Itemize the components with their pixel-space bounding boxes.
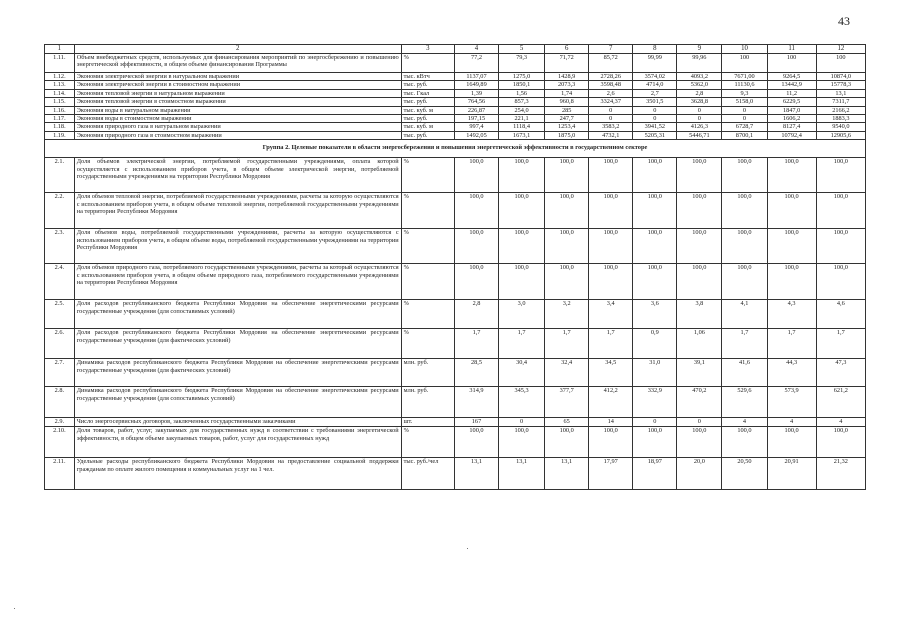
value-cell: 0 xyxy=(589,115,633,123)
value-cell: 4 xyxy=(767,418,816,427)
value-cell: 100,0 xyxy=(499,158,545,193)
value-cell: 100,0 xyxy=(633,193,677,229)
value-cell: 44,3 xyxy=(767,359,816,387)
value-cell: 39,1 xyxy=(677,359,722,387)
indicator-name-cell: Доля расходов республиканского бюджета Республики Мордовия на обеспечение энергетическими ресурсами государственные учреждения (для фактических условий) xyxy=(74,329,401,359)
value-cell: 6728,7 xyxy=(722,123,767,131)
value-cell: 100,0 xyxy=(454,158,498,193)
value-cell: 5446,71 xyxy=(677,131,722,139)
table-row xyxy=(45,300,866,329)
value-cell: 573,9 xyxy=(767,387,816,418)
value-cell: 100,0 xyxy=(677,158,722,193)
column-number-row xyxy=(45,45,866,54)
value-cell: 71,72 xyxy=(545,54,589,73)
value-cell: 314,9 xyxy=(454,387,498,418)
value-cell: 11130,6 xyxy=(722,81,767,89)
indicators-table xyxy=(44,44,866,490)
unit-cell: % xyxy=(401,300,454,329)
value-cell: 18,97 xyxy=(633,458,677,490)
value-cell: 7671,00 xyxy=(722,73,767,81)
indicator-name-cell: Экономия электрической энергии в стоимостном выражении xyxy=(74,81,401,89)
table-row xyxy=(45,98,866,106)
value-cell: 100,0 xyxy=(633,264,677,300)
value-cell: 221,1 xyxy=(499,115,545,123)
value-cell: 9,3 xyxy=(722,89,767,97)
value-cell: 247,7 xyxy=(545,115,589,123)
table-row xyxy=(45,359,866,387)
value-cell: 100,0 xyxy=(816,158,865,193)
value-cell: 10792,4 xyxy=(767,131,816,139)
table-row xyxy=(45,264,866,300)
value-cell: 1649,89 xyxy=(454,81,498,89)
value-cell: 1606,2 xyxy=(767,115,816,123)
value-cell: 332,9 xyxy=(633,387,677,418)
unit-cell: тыс. руб. xyxy=(401,81,454,89)
value-cell: 8700,1 xyxy=(722,131,767,139)
value-cell: 197,15 xyxy=(454,115,498,123)
value-cell: 4093,2 xyxy=(677,73,722,81)
value-cell: 100,0 xyxy=(722,264,767,300)
indicator-name-cell: Экономия природного газа в стоимостном выражении xyxy=(74,131,401,139)
value-cell: 4732,1 xyxy=(589,131,633,139)
value-cell: 20,50 xyxy=(722,458,767,490)
value-cell: 100,0 xyxy=(677,264,722,300)
group-heading-row xyxy=(45,140,866,158)
value-cell: 100,0 xyxy=(545,158,589,193)
value-cell: 100 xyxy=(816,54,865,73)
value-cell: 4,6 xyxy=(816,300,865,329)
value-cell: 1492,05 xyxy=(454,131,498,139)
value-cell: 3,0 xyxy=(499,300,545,329)
column-number-cell: 10 xyxy=(722,45,767,54)
row-number-cell: 2.10. xyxy=(45,427,75,458)
value-cell: 470,2 xyxy=(677,387,722,418)
value-cell: 99,96 xyxy=(677,54,722,73)
unit-cell: % xyxy=(401,193,454,229)
value-cell: 5205,31 xyxy=(633,131,677,139)
table-row xyxy=(45,418,866,427)
value-cell: 3,2 xyxy=(545,300,589,329)
table-row xyxy=(45,387,866,418)
unit-cell: % xyxy=(401,329,454,359)
value-cell: 1,7 xyxy=(589,329,633,359)
row-number-cell: 1.18. xyxy=(45,123,75,131)
table-row xyxy=(45,115,866,123)
value-cell: 100 xyxy=(767,54,816,73)
value-cell: 100,0 xyxy=(722,158,767,193)
unit-cell: % xyxy=(401,54,454,73)
value-cell: 226,87 xyxy=(454,106,498,114)
unit-cell: тыс. руб. xyxy=(401,115,454,123)
indicator-name-cell: Экономия воды в стоимостном выражении xyxy=(74,115,401,123)
value-cell: 2,6 xyxy=(589,89,633,97)
value-cell: 0 xyxy=(633,106,677,114)
value-cell: 20,91 xyxy=(767,458,816,490)
value-cell: 100,0 xyxy=(722,193,767,229)
value-cell: 1847,0 xyxy=(767,106,816,114)
indicator-name-cell: Доля объемов тепловой энергии, потребляемой государственными учреждениями, расчеты за которую осуществляются с использованием приборов учета, в общем объеме тепловой энергии, потребляемой государственными учреждениями на территории Республики Мордовия xyxy=(74,193,401,229)
column-number-cell: 3 xyxy=(401,45,454,54)
value-cell: 5158,0 xyxy=(722,98,767,106)
value-cell: 3598,48 xyxy=(589,81,633,89)
value-cell: 100,0 xyxy=(767,264,816,300)
value-cell: 857,3 xyxy=(499,98,545,106)
column-number-cell: 11 xyxy=(767,45,816,54)
unit-cell: шт. xyxy=(401,418,454,427)
value-cell: 1,7 xyxy=(454,329,498,359)
value-cell: 79,3 xyxy=(499,54,545,73)
value-cell: 1883,3 xyxy=(816,115,865,123)
value-cell: 2166,2 xyxy=(816,106,865,114)
table-row xyxy=(45,229,866,264)
value-cell: 21,32 xyxy=(816,458,865,490)
unit-cell: % xyxy=(401,229,454,264)
value-cell: 1,7 xyxy=(816,329,865,359)
value-cell: 1,56 xyxy=(499,89,545,97)
value-cell: 100,0 xyxy=(677,193,722,229)
value-cell: 0 xyxy=(499,418,545,427)
value-cell: 9540,0 xyxy=(816,123,865,131)
value-cell: 100,0 xyxy=(589,229,633,264)
row-number-cell: 2.6. xyxy=(45,329,75,359)
table-row xyxy=(45,73,866,81)
value-cell: 13,1 xyxy=(454,458,498,490)
value-cell: 1428,9 xyxy=(545,73,589,81)
value-cell: 3,4 xyxy=(589,300,633,329)
value-cell: 13,1 xyxy=(499,458,545,490)
unit-cell: тыс. руб. xyxy=(401,98,454,106)
value-cell: 2,8 xyxy=(454,300,498,329)
value-cell: 1253,4 xyxy=(545,123,589,131)
value-cell: 3501,5 xyxy=(633,98,677,106)
value-cell: 254,0 xyxy=(499,106,545,114)
value-cell: 1,06 xyxy=(677,329,722,359)
unit-cell: тыс. руб./чел xyxy=(401,458,454,490)
value-cell: 100,0 xyxy=(545,229,589,264)
value-cell: 4 xyxy=(722,418,767,427)
value-cell: 100,0 xyxy=(589,193,633,229)
value-cell: 100,0 xyxy=(633,158,677,193)
value-cell: 0 xyxy=(633,115,677,123)
value-cell: 47,3 xyxy=(816,359,865,387)
value-cell: 41,6 xyxy=(722,359,767,387)
unit-cell: млн. руб. xyxy=(401,359,454,387)
value-cell: 2073,3 xyxy=(545,81,589,89)
value-cell: 1,74 xyxy=(545,89,589,97)
row-number-cell: 2.3. xyxy=(45,229,75,264)
value-cell: 99,99 xyxy=(633,54,677,73)
value-cell: 100,0 xyxy=(589,427,633,458)
value-cell: 13,1 xyxy=(545,458,589,490)
value-cell: 6229,5 xyxy=(767,98,816,106)
value-cell: 0 xyxy=(677,418,722,427)
value-cell: 621,2 xyxy=(816,387,865,418)
table-row xyxy=(45,427,866,458)
unit-cell: тыс. кВтч xyxy=(401,73,454,81)
value-cell: 100,0 xyxy=(499,193,545,229)
indicator-name-cell: Объем внебюджетных средств, используемых для финансирования мероприятий по энергосбережению и повышению энергетической эффективности, в общем объеме финансирования Программы xyxy=(74,54,401,73)
column-number-cell: 8 xyxy=(633,45,677,54)
value-cell: 997,4 xyxy=(454,123,498,131)
value-cell: 100,0 xyxy=(767,158,816,193)
row-number-cell: 2.7. xyxy=(45,359,75,387)
value-cell: 100,0 xyxy=(677,427,722,458)
value-cell: 4,1 xyxy=(722,300,767,329)
value-cell: 100,0 xyxy=(722,427,767,458)
value-cell: 0 xyxy=(589,106,633,114)
table-row xyxy=(45,131,866,139)
value-cell: 100,0 xyxy=(454,264,498,300)
value-cell: 28,5 xyxy=(454,359,498,387)
column-number-cell: 5 xyxy=(499,45,545,54)
row-number-cell: 1.12. xyxy=(45,73,75,81)
value-cell: 960,8 xyxy=(545,98,589,106)
value-cell: 13442,9 xyxy=(767,81,816,89)
value-cell: 100,0 xyxy=(767,193,816,229)
table-row xyxy=(45,193,866,229)
value-cell: 529,6 xyxy=(722,387,767,418)
value-cell: 3,8 xyxy=(677,300,722,329)
value-cell: 100,0 xyxy=(767,427,816,458)
indicator-name-cell: Экономия тепловой энергии в стоимостном выражении xyxy=(74,98,401,106)
group-heading: Группа 2. Целевые показатели в области энергосбережения и повышения энергетической эффективности в государственном секторе xyxy=(45,140,866,158)
value-cell: 1673,1 xyxy=(499,131,545,139)
value-cell: 100,0 xyxy=(454,193,498,229)
value-cell: 1,7 xyxy=(545,329,589,359)
value-cell: 100,0 xyxy=(816,264,865,300)
value-cell: 1875,0 xyxy=(545,131,589,139)
row-number-cell: 1.16. xyxy=(45,106,75,114)
indicator-name-cell: Доля объемов природного газа, потребляемого государственными учреждениями, расчеты за который осуществляются с использованием приборов учета, в общем объеме природного газа, потребляемого государственными учреждениями на территории Республики Мордовия xyxy=(74,264,401,300)
column-number-cell: 4 xyxy=(454,45,498,54)
value-cell: 3,6 xyxy=(633,300,677,329)
value-cell: 3574,02 xyxy=(633,73,677,81)
value-cell: 17,97 xyxy=(589,458,633,490)
value-cell: 3583,2 xyxy=(589,123,633,131)
value-cell: 1137,07 xyxy=(454,73,498,81)
value-cell: 34,5 xyxy=(589,359,633,387)
row-number-cell: 2.4. xyxy=(45,264,75,300)
indicator-name-cell: Экономия тепловой энергии в натуральном выражении xyxy=(74,89,401,97)
value-cell: 20,0 xyxy=(677,458,722,490)
value-cell: 100,0 xyxy=(545,264,589,300)
value-cell: 100,0 xyxy=(454,229,498,264)
value-cell: 100,0 xyxy=(633,229,677,264)
value-cell: 100,0 xyxy=(499,264,545,300)
value-cell: 14 xyxy=(589,418,633,427)
value-cell: 4 xyxy=(816,418,865,427)
value-cell: 1850,1 xyxy=(499,81,545,89)
value-cell: 1275,0 xyxy=(499,73,545,81)
value-cell: 0 xyxy=(677,115,722,123)
indicator-name-cell: Доля расходов республиканского бюджета Республики Мордовия на обеспечение энергетическими ресурсами государственные учреждения (для сопоставимых условий) xyxy=(74,300,401,329)
value-cell: 100,0 xyxy=(633,427,677,458)
indicator-name-cell: Удельные расходы республиканского бюджета Республики Мордовия на предоставление социальной поддержки гражданам по оплате жилого помещения и коммунальных услуг на 1 чел. xyxy=(74,458,401,490)
value-cell: 412,2 xyxy=(589,387,633,418)
unit-cell: тыс. руб. xyxy=(401,131,454,139)
row-number-cell: 1.15. xyxy=(45,98,75,106)
unit-cell: млн. руб. xyxy=(401,387,454,418)
unit-cell: тыс. куб. м xyxy=(401,106,454,114)
table-row xyxy=(45,329,866,359)
scan-speck xyxy=(467,548,468,549)
value-cell: 77,2 xyxy=(454,54,498,73)
unit-cell: тыс. Гкал xyxy=(401,89,454,97)
row-number-cell: 2.5. xyxy=(45,300,75,329)
unit-cell: % xyxy=(401,158,454,193)
row-number-cell: 1.14. xyxy=(45,89,75,97)
table-row xyxy=(45,81,866,89)
value-cell: 100,0 xyxy=(816,193,865,229)
indicator-name-cell: Доля объемов воды, потребляемой государственными учреждениями, расчеты за которую осуществляются с использованием приборов учета, в общем объеме воды, потребляемой государственными учреждениями на территории Республики Мордовия xyxy=(74,229,401,264)
value-cell: 377,7 xyxy=(545,387,589,418)
value-cell: 1,7 xyxy=(499,329,545,359)
value-cell: 32,4 xyxy=(545,359,589,387)
indicator-name-cell: Экономия природного газа в натуральном выражении xyxy=(74,123,401,131)
table-row xyxy=(45,158,866,193)
column-number-cell: 9 xyxy=(677,45,722,54)
value-cell: 0,9 xyxy=(633,329,677,359)
value-cell: 15778,3 xyxy=(816,81,865,89)
column-number-cell: 1 xyxy=(45,45,75,54)
value-cell: 12905,6 xyxy=(816,131,865,139)
indicator-name-cell: Число энергосервисных договоров, заключенных государственными заказчиками xyxy=(74,418,401,427)
value-cell: 100,0 xyxy=(677,229,722,264)
value-cell: 1118,4 xyxy=(499,123,545,131)
indicator-name-cell: Динамика расходов республиканского бюджета Республики Мордовия на обеспечение энергетическими ресурсами государственные учреждения (для фактических условий) xyxy=(74,359,401,387)
indicator-name-cell: Экономия воды в натуральном выражении xyxy=(74,106,401,114)
value-cell: 2,8 xyxy=(677,89,722,97)
value-cell: 65 xyxy=(545,418,589,427)
value-cell: 100,0 xyxy=(499,427,545,458)
value-cell: 4,3 xyxy=(767,300,816,329)
value-cell: 100,0 xyxy=(545,193,589,229)
table-row xyxy=(45,458,866,490)
value-cell: 100 xyxy=(722,54,767,73)
table-row xyxy=(45,123,866,131)
value-cell: 100,0 xyxy=(454,427,498,458)
value-cell: 4126,3 xyxy=(677,123,722,131)
value-cell: 1,7 xyxy=(767,329,816,359)
value-cell: 9264,5 xyxy=(767,73,816,81)
value-cell: 1,7 xyxy=(722,329,767,359)
row-number-cell: 1.11. xyxy=(45,54,75,73)
value-cell: 30,4 xyxy=(499,359,545,387)
column-number-cell: 12 xyxy=(816,45,865,54)
value-cell: 100,0 xyxy=(589,158,633,193)
indicator-name-cell: Экономия электрической энергии в натуральном выражении xyxy=(74,73,401,81)
value-cell: 100,0 xyxy=(816,229,865,264)
value-cell: 85,72 xyxy=(589,54,633,73)
column-number-cell: 7 xyxy=(589,45,633,54)
value-cell: 0 xyxy=(722,106,767,114)
value-cell: 4714,0 xyxy=(633,81,677,89)
row-number-cell: 2.8. xyxy=(45,387,75,418)
row-number-cell: 2.9. xyxy=(45,418,75,427)
value-cell: 764,56 xyxy=(454,98,498,106)
value-cell: 13,1 xyxy=(816,89,865,97)
indicator-name-cell: Динамика расходов республиканского бюджета Республики Мордовия на обеспечение энергетическими ресурсами государственные учреждения (для сопоставимых условий) xyxy=(74,387,401,418)
value-cell: 100,0 xyxy=(589,264,633,300)
value-cell: 3324,37 xyxy=(589,98,633,106)
row-number-cell: 1.13. xyxy=(45,81,75,89)
value-cell: 100,0 xyxy=(545,427,589,458)
value-cell: 2,7 xyxy=(633,89,677,97)
value-cell: 2728,26 xyxy=(589,73,633,81)
indicator-name-cell: Доля объемов электрической энергии, потребляемой государственными учреждениями, оплата которой осуществляется с использованием приборов учета, в общем объеме электрической энергии, потребляемой государственными учреждениями на территории Республики Мордовия xyxy=(74,158,401,193)
row-number-cell: 1.17. xyxy=(45,115,75,123)
table-row xyxy=(45,106,866,114)
value-cell: 11,2 xyxy=(767,89,816,97)
table-row xyxy=(45,54,866,73)
value-cell: 8127,4 xyxy=(767,123,816,131)
column-number-cell: 2 xyxy=(74,45,401,54)
row-number-cell: 1.19. xyxy=(45,131,75,139)
unit-cell: % xyxy=(401,427,454,458)
row-number-cell: 2.2. xyxy=(45,193,75,229)
value-cell: 31,0 xyxy=(633,359,677,387)
indicator-name-cell: Доля товаров, работ, услуг, закупаемых для государственных нужд в соответствии с требованиями энергетической эффективности, в общем объеме закупаемых товаров, работ, услуг для государственных нужд xyxy=(74,427,401,458)
table-row xyxy=(45,89,866,97)
scan-speck xyxy=(14,608,15,609)
value-cell: 100,0 xyxy=(767,229,816,264)
unit-cell: тыс. куб. м xyxy=(401,123,454,131)
value-cell: 100,0 xyxy=(722,229,767,264)
value-cell: 167 xyxy=(454,418,498,427)
value-cell: 3941,52 xyxy=(633,123,677,131)
value-cell: 0 xyxy=(677,106,722,114)
value-cell: 1,39 xyxy=(454,89,498,97)
page-number: 43 xyxy=(838,14,850,28)
value-cell: 100,0 xyxy=(499,229,545,264)
value-cell: 0 xyxy=(722,115,767,123)
row-number-cell: 2.11. xyxy=(45,458,75,490)
row-number-cell: 2.1. xyxy=(45,158,75,193)
column-number-cell: 6 xyxy=(545,45,589,54)
value-cell: 285 xyxy=(545,106,589,114)
value-cell: 10874,0 xyxy=(816,73,865,81)
value-cell: 345,3 xyxy=(499,387,545,418)
value-cell: 5362,0 xyxy=(677,81,722,89)
value-cell: 100,0 xyxy=(816,427,865,458)
value-cell: 3628,8 xyxy=(677,98,722,106)
value-cell: 0 xyxy=(633,418,677,427)
value-cell: 7311,7 xyxy=(816,98,865,106)
unit-cell: % xyxy=(401,264,454,300)
